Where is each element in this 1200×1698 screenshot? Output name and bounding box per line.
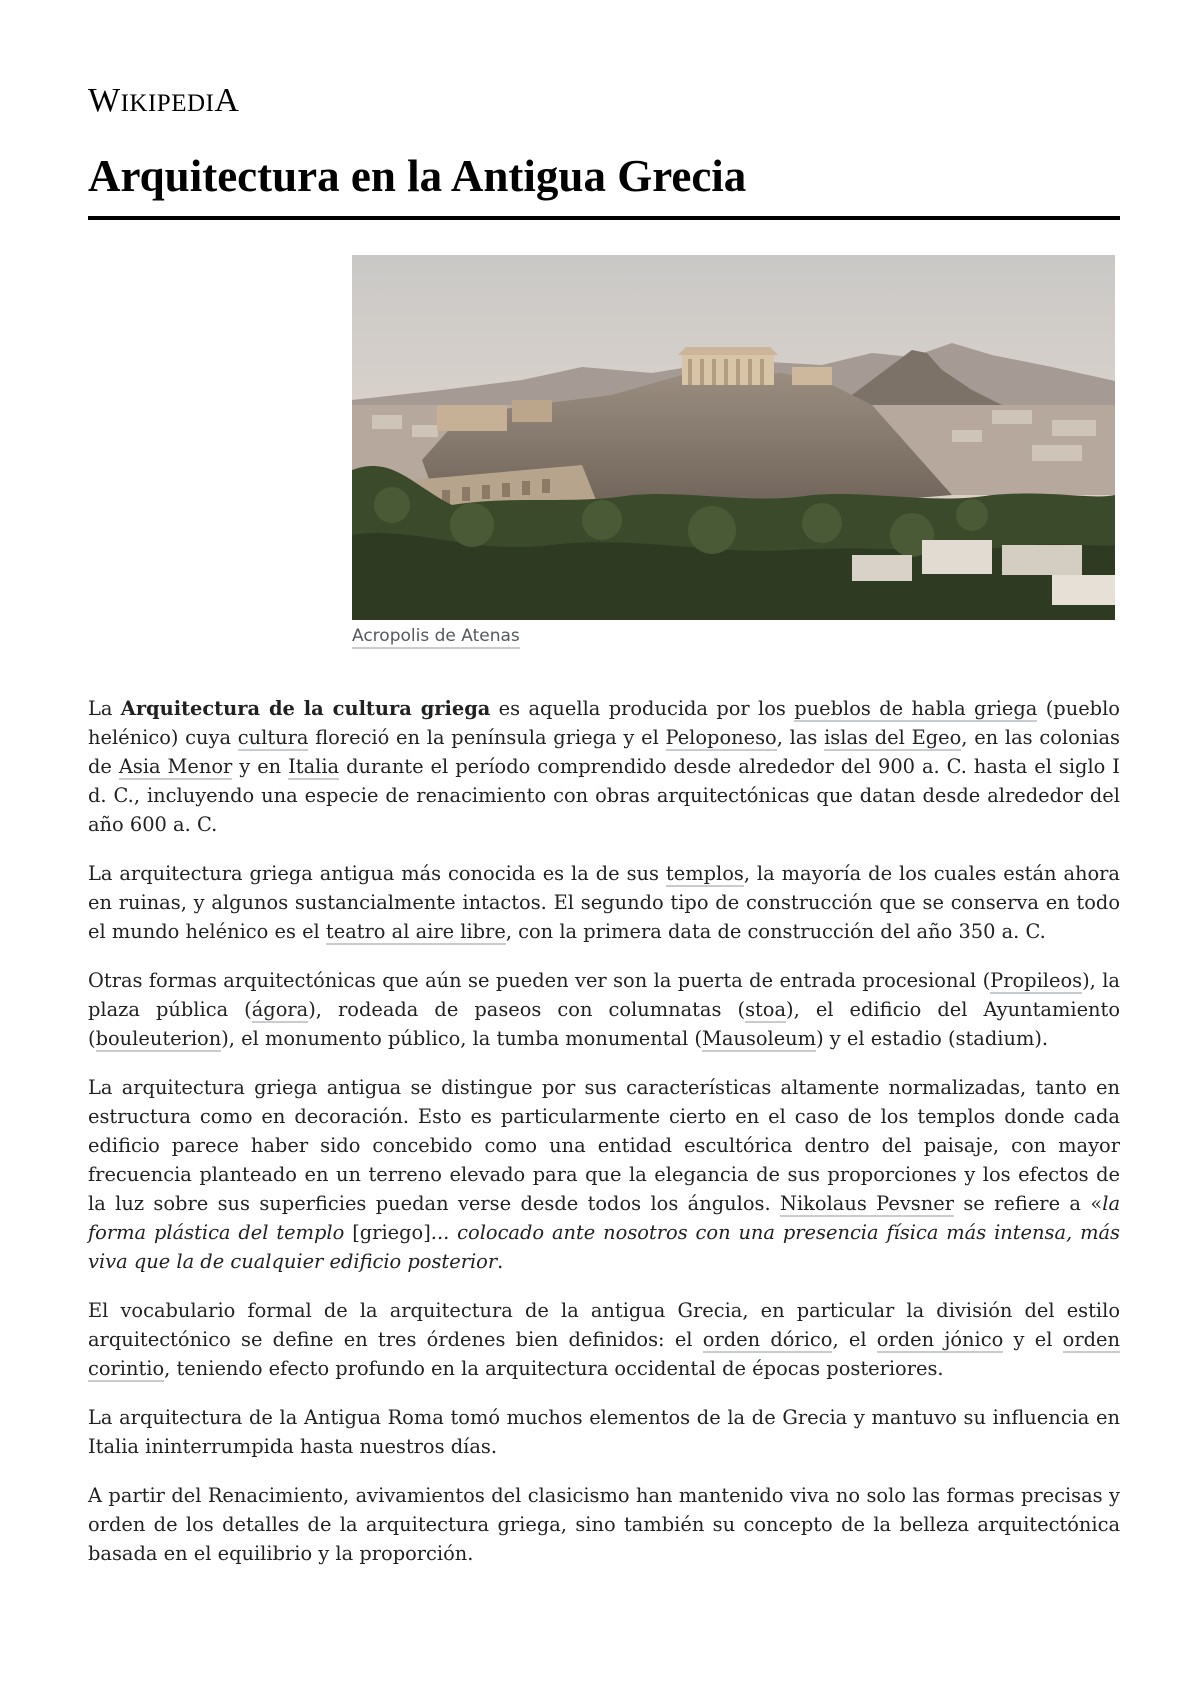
text-run: ), la plaza pública ( <box>88 969 1120 1021</box>
article-link[interactable]: orden jónico <box>876 1328 1004 1351</box>
figure <box>352 255 1115 649</box>
text-run: . <box>497 1250 504 1273</box>
article-link[interactable]: bouleuterion <box>95 1027 222 1050</box>
article-body <box>88 694 1120 1588</box>
article-link[interactable]: Italia <box>288 755 340 778</box>
text-run: , la mayoría de los cuales están ahora en ruinas, y algunos sustancialmente intactos. El segundo tipo de construcción que se conserva en todo el mundo helénico es el <box>88 862 1120 943</box>
text-run: A partir del Renacimiento, avivamientos del clasicismo han mantenido viva no solo las formas precisas y orden de los detalles de la arquitectura griega, sino también su concepto de la belleza arquitectónica basada en el equilibrio y la proporción. <box>88 1484 1120 1565</box>
article-link[interactable]: Mausoleum <box>701 1027 817 1050</box>
text-run: ) y el estadio (stadium). <box>816 1027 1049 1050</box>
text-run: El vocabulario formal de la arquitectura de la antigua Grecia, en particular la división del estilo arquitectónico se define en tres órdenes bien definidos: el <box>88 1299 1120 1351</box>
text-run: La arquitectura de la Antigua Roma tomó muchos elementos de la de Grecia y mantuvo su influencia en Italia ininterrumpida hasta nuestros días. <box>88 1406 1120 1458</box>
article-link[interactable]: orden dórico <box>702 1328 833 1351</box>
article-link[interactable]: Propileos <box>990 969 1083 992</box>
text-run: , el <box>832 1328 877 1351</box>
paragraph <box>88 1073 1120 1276</box>
text-run: y en <box>232 755 289 778</box>
article-link[interactable]: Nikolaus Pevsner <box>780 1192 954 1215</box>
text-run: durante el período comprendido desde alrededor del 900 a. C. hasta el siglo I d. C., incluyendo una especie de renacimiento con obras arquitectónicas que datan desde alrededor del año 600 a. C. <box>88 755 1120 836</box>
article-link[interactable]: islas del Egeo <box>824 726 962 749</box>
text-run: La arquitectura griega antigua más conocida es la de sus <box>88 862 666 885</box>
article-link[interactable]: Asia Menor <box>118 755 233 778</box>
text-run: y el <box>1003 1328 1063 1351</box>
text-run: ), el edificio del Ayuntamiento ( <box>88 998 1120 1050</box>
article-link[interactable]: stoa <box>745 998 787 1021</box>
text-run: La <box>88 697 121 720</box>
paragraph <box>88 1403 1120 1461</box>
text-run: La arquitectura griega antigua se distingue por sus características altamente normalizadas, tanto en estructura como en decoración. Esto es particularmente cierto en el caso de los templos donde cada edificio parece haber sido concebido como una entidad escultórica dentro del paisaje, con mayor frecuencia planteado en un terreno elevado para que la elegancia de sus proporciones y los efectos de la luz sobre sus superficies puedan verse desde todos los ángulos. <box>88 1076 1120 1215</box>
text-run: ), el monumento público, la tumba monumental ( <box>221 1027 702 1050</box>
text-run: Otras formas arquitectónicas que aún se pueden ver son la puerta de entrada procesional ( <box>88 969 991 992</box>
text-run: , las <box>776 726 825 749</box>
article-link[interactable]: pueblos de habla griega <box>794 697 1038 720</box>
text-run: se refiere a « <box>953 1192 1103 1215</box>
figure-caption[interactable]: Acropolis de Atenas <box>352 626 520 649</box>
article-link[interactable]: templos <box>665 862 744 885</box>
acropolis-photo[interactable] <box>352 255 1115 620</box>
text-run: floreció en la península griega y el <box>308 726 666 749</box>
paragraph <box>88 1481 1120 1568</box>
bold-term: Arquitectura de la cultura griega <box>120 697 491 720</box>
text-run: , con la primera data de construcción del año 350 a. C. <box>505 920 1046 943</box>
page-title: Arquitectura en la Antigua Grecia <box>88 150 1120 220</box>
wikipedia-logo[interactable]: WIKIPEDIA <box>88 82 240 119</box>
text-run: , en las colonias de <box>88 726 1120 778</box>
article-link[interactable]: Peloponeso <box>665 726 777 749</box>
text-run: , teniendo efecto profundo en la arquitectura occidental de épocas posteriores. <box>164 1357 944 1380</box>
paragraph <box>88 1296 1120 1383</box>
text-run: (pueblo helénico) cuya <box>88 697 1120 749</box>
article-link[interactable]: cultura <box>237 726 309 749</box>
paragraph <box>88 966 1120 1053</box>
italic-quote: la forma plástica del templo <box>88 1192 1121 1244</box>
text-run: [griego] <box>344 1221 431 1244</box>
paragraph <box>88 694 1120 839</box>
article-link[interactable]: orden corintio <box>88 1328 1120 1380</box>
text-run: ), rodeada de paseos con columnatas ( <box>308 998 746 1021</box>
italic-quote: ... colocado ante nosotros con una presencia física más intensa, más viva que la de cualquier edificio posterior <box>88 1221 1120 1273</box>
article-link[interactable]: teatro al aire libre <box>325 920 506 943</box>
text-run: es aquella producida por los <box>490 697 795 720</box>
paragraph <box>88 859 1120 946</box>
article-link[interactable]: ágora <box>251 998 309 1021</box>
